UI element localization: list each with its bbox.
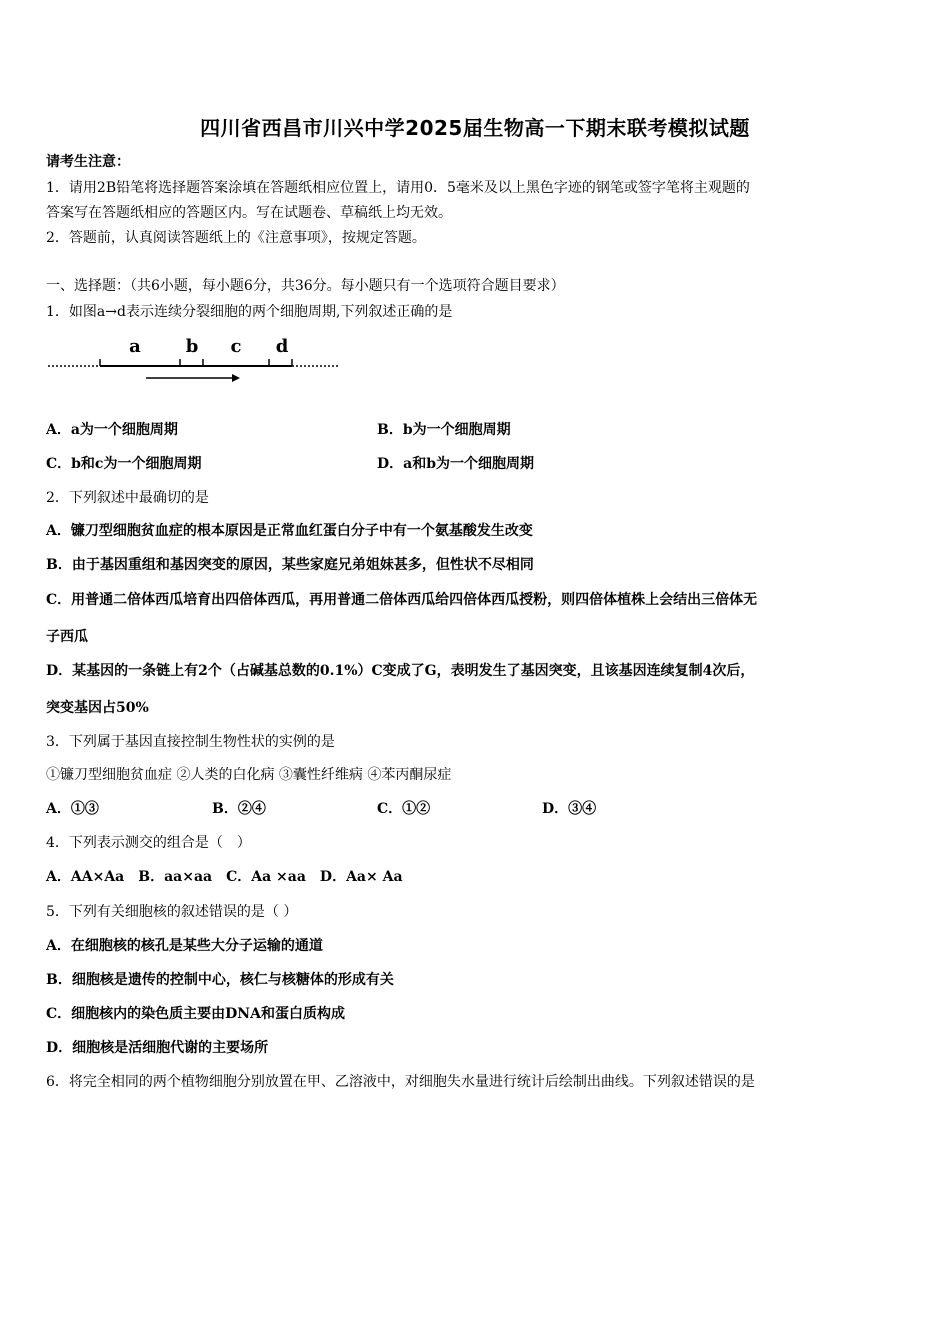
q5-option-a[interactable]: A．在细胞核的核孔是某些大分子运输的通道 <box>46 938 323 954</box>
q5-option-c[interactable]: C．细胞核内的染色质主要由DNA和蛋白质构成 <box>46 1006 345 1022</box>
q3-option-c[interactable]: C．①② <box>377 801 431 817</box>
q4-options[interactable]: A．AA×Aa B．aa×aa C．Aa ×aa D．Aa× Aa <box>46 869 403 885</box>
q2-option-c-line-1[interactable]: C．用普通二倍体西瓜培育出四倍体西瓜，再用普通二倍体西瓜给四倍体西瓜授粉，则四倍体植株上会结出三倍体无 <box>46 592 758 608</box>
notice-item-2: 2．答题前，认真阅读答题纸上的《注意事项》，按规定答题。 <box>46 230 426 246</box>
q5-option-b[interactable]: B．细胞核是遗传的控制中心，核仁与核糖体的形成有关 <box>46 972 394 988</box>
cell-cycle-diagram <box>46 330 346 390</box>
q3-stem: 3．下列属于基因直接控制生物性状的实例的是 <box>46 734 335 750</box>
q5-option-d[interactable]: D．细胞核是活细胞代谢的主要场所 <box>46 1040 269 1056</box>
section-heading: 一、选择题：（共6小题，每小题6分，共36分。每小题只有一个选项符合题目要求） <box>46 278 565 294</box>
q3-option-b[interactable]: B．②④ <box>212 801 266 817</box>
q1-option-b[interactable]: B．b为一个细胞周期 <box>377 422 511 438</box>
q5-stem: 5．下列有关细胞核的叙述错误的是（ ） <box>46 904 298 920</box>
q1-option-c[interactable]: C．b和c为一个细胞周期 <box>46 456 202 472</box>
q1-option-a[interactable]: A．a为一个细胞周期 <box>46 422 178 438</box>
diagram-label-a: a <box>129 336 141 357</box>
diagram-label-d: d <box>275 336 289 357</box>
q4-stem: 4．下列表示测交的组合是（ ） <box>46 835 251 851</box>
arrow-head-icon <box>232 374 240 382</box>
q6-stem: 6．将完全相同的两个植物细胞分别放置在甲、乙溶液中，对细胞失水量进行统计后绘制出曲线。下列叙述错误的是 <box>46 1074 755 1090</box>
q2-option-d-line-1[interactable]: D．某基因的一条链上有2个（占碱基总数的0.1%）C变成了G，表明发生了基因突变，且该基因连续复制4次后， <box>46 663 755 679</box>
q2-option-a[interactable]: A．镰刀型细胞贫血症的根本原因是正常血红蛋白分子中有一个氨基酸发生改变 <box>46 523 533 539</box>
diagram-label-b: b <box>185 336 199 357</box>
exam-title: 四川省西昌市川兴中学2025届生物高一下期末联考模拟试题 <box>200 116 750 140</box>
q2-option-c-line-2[interactable]: 子西瓜 <box>46 629 88 645</box>
diagram-label-c: c <box>230 336 242 357</box>
notice-item-1-line-2: 答案写在答题纸相应的答题区内。写在试题卷、草稿纸上均无效。 <box>46 205 452 221</box>
q3-option-a[interactable]: A．①③ <box>46 801 99 817</box>
q2-option-b[interactable]: B．由于基因重组和基因突变的原因，某些家庭兄弟姐妹甚多，但性状不尽相同 <box>46 557 534 573</box>
q2-stem: 2．下列叙述中最确切的是 <box>46 490 209 506</box>
q3-option-d[interactable]: D．③④ <box>542 801 597 817</box>
notice-heading: 请考生注意： <box>46 154 130 170</box>
notice-item-1-line-1: 1．请用2B铅笔将选择题答案涂填在答题纸相应位置上，请用0．5毫米及以上黑色字迹的钢笔或签字笔将主观题的 <box>46 180 750 196</box>
q2-option-d-line-2[interactable]: 突变基因占50% <box>46 700 149 716</box>
q3-items: ①镰刀型细胞贫血症 ②人类的白化病 ③囊性纤维病 ④苯丙酮尿症 <box>46 767 452 783</box>
q1-option-d[interactable]: D．a和b为一个细胞周期 <box>377 456 535 472</box>
q1-stem: 1．如图a→d表示连续分裂细胞的两个细胞周期,下列叙述正确的是 <box>46 304 453 320</box>
